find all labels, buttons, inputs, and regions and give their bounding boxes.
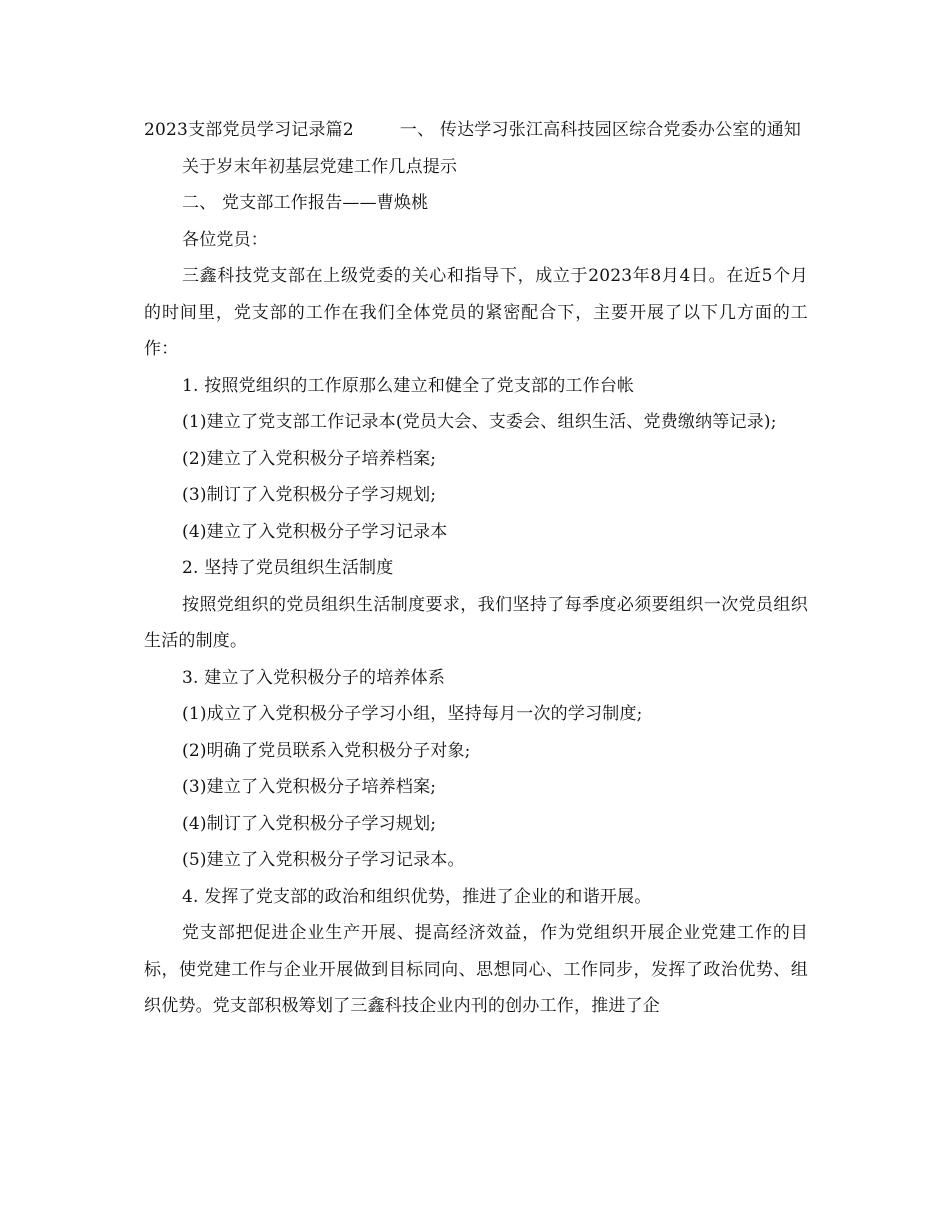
section-two-heading: 二、 党支部工作报告——曹焕桃 (182, 193, 429, 213)
list-item: (4)制订了入党积极分子学习规划; (182, 813, 437, 834)
list-heading-3: 3. 建立了入党积极分子的培养体系 (182, 667, 446, 688)
document-title (144, 112, 808, 149)
list-heading-1: 1. 按照党组织的工作原那么建立和健全了党支部的工作台帐 (182, 375, 635, 396)
title-text: 2023支部党员学习记录篇2 (144, 120, 354, 140)
paragraph-1: 关于岁末年初基层党建工作几点提示 (182, 156, 458, 177)
salutation: 各位党员： (182, 229, 268, 250)
paragraph-body: 按照党组织的党员组织生活制度要求，我们坚持了每季度必须要组织一次党员组织生活的制度。 (144, 594, 808, 651)
list-item: (3)制订了入党积极分子学习规划; (182, 485, 437, 505)
section-one-heading: 一、 传达学习张江高科技园区综合党委办公室的通知 (399, 120, 802, 140)
list-item: (5)建立了入党积极分子学习记录本。 (182, 850, 465, 870)
list-item: (1)建立了党支部工作记录本(党员大会、支委会、组织生活、党费缴纳等记录); (182, 412, 777, 432)
list-item: (1)成立了入党积极分子学习小组，坚持每月一次的学习制度; (182, 704, 643, 724)
paragraph-body: 党支部把促进企业生产开展、提高经济效益，作为党组织开展企业党建工作的目标，使党建工作与企业开展做到目标同向、思想同心、工作同步，发挥了政治优势、组织优势。党支部积极筹划了三鑫科技企业内刊的创办工作，推进了企 (144, 923, 808, 1016)
list-item: (4)建立了入党积极分子学习记录本 (182, 521, 448, 542)
list-heading-4: 4. 发挥了党支部的政治和组织优势，推进了企业的和谐开展。 (182, 886, 652, 907)
list-item: (3)建立了入党积极分子培养档案; (182, 777, 437, 797)
paragraph-intro: 三鑫科技党支部在上级党委的关心和指导下，成立于2023年8月4日。在近5个月的时间里，党支部的工作在我们全体党员的紧密配合下，主要开展了以下几方面的工作： (144, 266, 808, 359)
list-item: (2)建立了入党积极分子培养档案; (182, 448, 437, 469)
list-heading-2: 2. 坚持了党员组织生活制度 (182, 558, 394, 578)
document-page (144, 112, 808, 1025)
list-item: (2)明确了党员联系入党积极分子对象; (182, 740, 471, 761)
